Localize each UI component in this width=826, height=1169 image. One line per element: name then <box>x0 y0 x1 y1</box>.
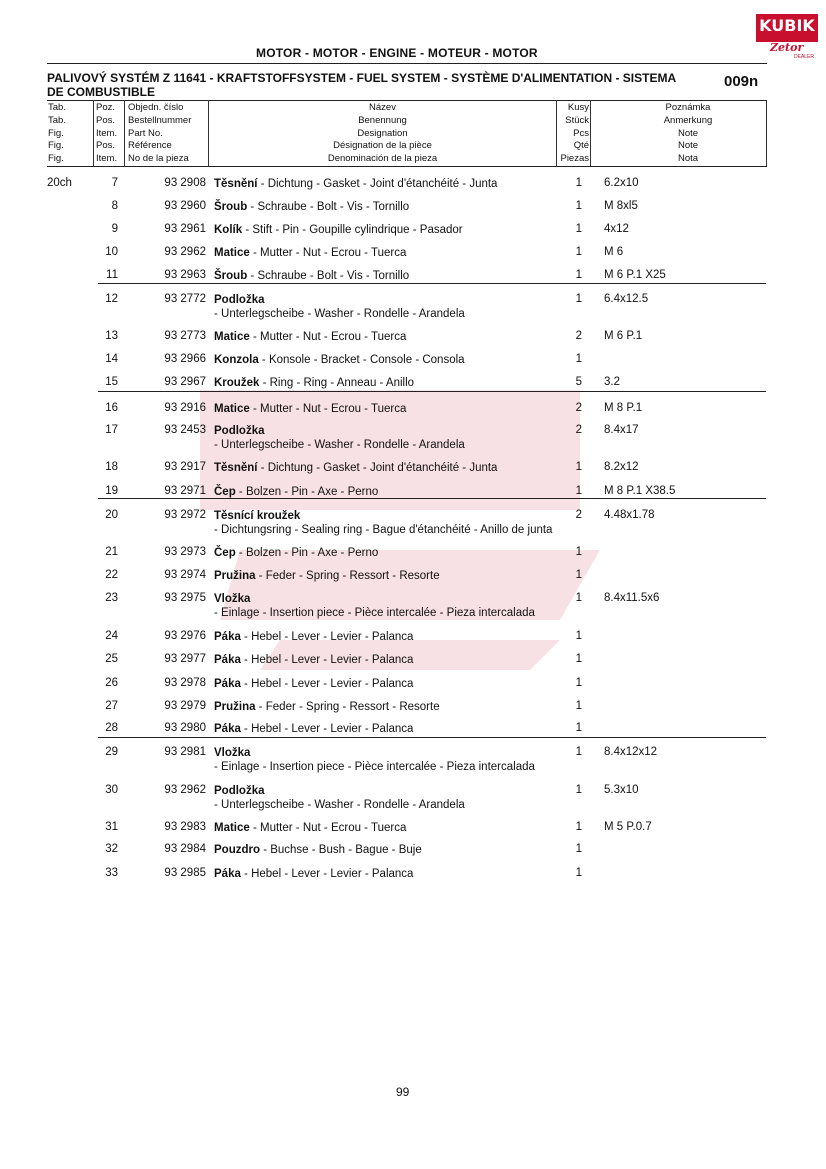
row-name-translations: - Feder - Spring - Ressort - Resorte <box>255 701 440 713</box>
row-part-number: 93 2962 <box>164 784 206 796</box>
row-quantity: 2 <box>575 509 582 521</box>
row-note: 5.3x10 <box>604 784 639 796</box>
row-name-translations: - Mutter - Nut - Ecrou - Tuerca <box>249 403 407 415</box>
row-name-cz: Matice <box>214 403 250 415</box>
row-name-cz: Čep <box>214 486 236 498</box>
group-rule <box>98 498 766 499</box>
row-position: 28 <box>105 722 118 734</box>
row-description <box>214 485 514 499</box>
section-header: MOTOR - MOTOR - ENGINE - MOTEUR - MOTOR <box>256 46 538 60</box>
row-position: 10 <box>105 246 118 258</box>
row-position: 18 <box>105 461 118 473</box>
row-name-cz: Podložka <box>214 785 265 797</box>
row-name-cz: Konzola <box>214 354 259 366</box>
row-name-cz: Šroub <box>214 201 248 213</box>
col-header-qty <box>549 102 589 166</box>
logo-tag: DEALER <box>794 54 815 60</box>
row-quantity: 2 <box>575 424 582 436</box>
row-part-number: 93 2979 <box>164 700 206 712</box>
table-row <box>0 700 826 724</box>
row-name-cz: Matice <box>214 822 250 834</box>
row-position: 29 <box>105 746 118 758</box>
row-quantity: 1 <box>575 200 582 212</box>
row-quantity: 1 <box>575 246 582 258</box>
table-row <box>0 461 826 485</box>
logo-sub: Zetor <box>770 41 804 54</box>
row-quantity: 2 <box>575 330 582 342</box>
row-name-translations: - Feder - Spring - Ressort - Resorte <box>255 570 440 582</box>
table-row <box>0 784 826 811</box>
table-row <box>0 843 826 867</box>
header-rule <box>47 63 767 64</box>
row-name-translations: - Bolzen - Pin - Axe - Perno <box>235 486 379 498</box>
col-header-label: Désignation de la pièce <box>333 140 432 152</box>
col-divider <box>124 100 125 166</box>
row-quantity: 1 <box>575 784 582 796</box>
row-part-number: 93 2976 <box>164 630 206 642</box>
row-description <box>214 821 514 835</box>
group-rule <box>98 391 766 392</box>
row-note: 8.4x11.5x6 <box>604 592 660 604</box>
table-row <box>0 509 826 536</box>
row-part-number: 93 2985 <box>164 867 206 879</box>
row-description <box>214 592 535 620</box>
row-position: 7 <box>111 177 118 189</box>
row-description <box>214 223 514 237</box>
row-name-translations: - Stift - Pin - Goupille cylindrique - Pasador <box>242 224 463 236</box>
col-header-label: Fig. <box>48 153 64 165</box>
table-row <box>0 223 826 247</box>
row-note: M 8 P.1 <box>604 402 643 414</box>
col-header-label: Poznámka <box>665 102 711 113</box>
row-name-translations: - Hebel - Lever - Levier - Palanca <box>240 723 414 735</box>
col-header-tab <box>48 102 66 166</box>
row-description <box>214 700 514 714</box>
col-header-label: Anmerkung <box>663 114 713 126</box>
row-name-cz: Pouzdro <box>214 844 260 856</box>
row-description <box>214 746 535 774</box>
header-bottom-rule <box>47 166 767 167</box>
row-description <box>214 546 514 560</box>
table-row <box>0 630 826 654</box>
row-name-translations: - Mutter - Nut - Ecrou - Tuerca <box>249 822 407 834</box>
col-header-label: Denominación de la pieza <box>327 153 438 165</box>
col-header-label: Pos. <box>96 140 116 152</box>
row-name-translations: - Mutter - Nut - Ecrou - Tuerca <box>249 331 407 343</box>
row-description <box>214 269 514 283</box>
row-description <box>214 630 514 644</box>
row-name-cz: Šroub <box>214 270 248 282</box>
row-position: 21 <box>105 546 118 558</box>
row-position: 26 <box>105 677 118 689</box>
row-quantity: 1 <box>575 592 582 604</box>
col-header-label: Pos. <box>96 114 116 126</box>
row-description <box>214 867 514 881</box>
row-part-number: 93 2773 <box>164 330 206 342</box>
row-note: 8.2x12 <box>604 461 639 473</box>
table-row <box>0 653 826 677</box>
col-header-label: Nota <box>677 153 699 165</box>
row-description <box>214 569 514 583</box>
table-row <box>0 246 826 270</box>
row-note: 4.48x1.78 <box>604 509 655 521</box>
row-position: 31 <box>105 821 118 833</box>
row-quantity: 1 <box>575 677 582 689</box>
row-quantity: 5 <box>575 376 582 388</box>
row-part-number: 93 2980 <box>164 722 206 734</box>
row-position: 33 <box>105 867 118 879</box>
row-part-number: 93 2981 <box>164 746 206 758</box>
row-position: 17 <box>105 424 118 436</box>
row-part-number: 93 2453 <box>164 424 206 436</box>
row-name-translations: - Buchse - Bush - Bague - Buje <box>260 844 422 856</box>
col-header-note <box>610 102 766 166</box>
row-tab: 20ch <box>47 177 72 189</box>
row-name-cz: Páka <box>214 654 241 666</box>
col-header-label: Piezas <box>560 153 589 165</box>
table-row <box>0 353 826 377</box>
col-header-label: Stück <box>565 114 589 126</box>
row-quantity: 1 <box>575 269 582 281</box>
row-description <box>214 293 514 321</box>
row-position: 15 <box>105 376 118 388</box>
row-quantity: 1 <box>575 485 582 497</box>
row-quantity: 2 <box>575 402 582 414</box>
page-number: 99 <box>396 1085 410 1099</box>
col-header-label: Référence <box>128 140 172 152</box>
row-position: 9 <box>111 223 118 235</box>
row-part-number: 93 2967 <box>164 376 206 388</box>
row-name-translations: - Dichtungsring - Sealing ring - Bague d'étanchéité - Anillo de junta <box>214 524 553 536</box>
col-header-label: Fig. <box>48 140 64 152</box>
table-row <box>0 424 826 451</box>
table-row <box>0 677 826 701</box>
row-description <box>214 677 514 691</box>
row-part-number: 93 2971 <box>164 485 206 497</box>
col-header-name <box>210 102 555 166</box>
col-header-label: No de la pieza <box>128 153 189 165</box>
row-part-number: 93 2972 <box>164 509 206 521</box>
row-name-cz: Vložka <box>214 593 251 605</box>
row-name-translations: - Unterlegscheibe - Washer - Rondelle - Arandela <box>214 439 465 451</box>
row-name-translations: - Mutter - Nut - Ecrou - Tuerca <box>249 247 407 259</box>
row-quantity: 1 <box>575 867 582 879</box>
row-description <box>214 722 514 736</box>
col-header-label: Název <box>369 102 396 113</box>
row-description <box>214 330 514 344</box>
row-name-cz: Pružina <box>214 570 256 582</box>
row-note: 8.4x17 <box>604 424 639 436</box>
col-header-label: Poz. <box>96 102 116 113</box>
row-name-cz: Matice <box>214 331 250 343</box>
row-part-number: 93 2962 <box>164 246 206 258</box>
col-header-label: Qté <box>573 140 589 152</box>
col-header-label: Note <box>677 140 699 152</box>
row-position: 20 <box>105 509 118 521</box>
row-position: 22 <box>105 569 118 581</box>
table-row <box>0 269 826 293</box>
col-header-label: Pcs <box>573 127 589 139</box>
group-rule <box>98 737 766 738</box>
table-row <box>0 746 826 773</box>
col-header-label: Tab. <box>48 102 66 113</box>
row-description <box>214 376 514 390</box>
row-position: 32 <box>105 843 118 855</box>
row-name-cz: Podložka <box>214 294 265 306</box>
row-part-number: 93 2960 <box>164 200 206 212</box>
row-position: 8 <box>111 200 118 212</box>
row-name-translations: - Hebel - Lever - Levier - Palanca <box>240 654 414 666</box>
row-part-number: 93 2961 <box>164 223 206 235</box>
row-note: M 6 P.1 <box>604 330 643 342</box>
col-header-label: Tab. <box>48 114 66 126</box>
row-description <box>214 461 514 475</box>
row-name-translations: - Hebel - Lever - Levier - Palanca <box>240 868 414 880</box>
col-header-label: Objedn. číslo <box>128 102 184 113</box>
row-description <box>214 653 514 667</box>
row-name-translations: - Hebel - Lever - Levier - Palanca <box>240 678 414 690</box>
row-name-cz: Páka <box>214 723 241 735</box>
table-row <box>0 569 826 593</box>
row-part-number: 93 2977 <box>164 653 206 665</box>
row-part-number: 93 2983 <box>164 821 206 833</box>
title-rule <box>47 100 767 101</box>
row-quantity: 1 <box>575 653 582 665</box>
col-header-label: Item. <box>96 153 118 165</box>
row-quantity: 1 <box>575 353 582 365</box>
row-name-cz: Čep <box>214 547 236 559</box>
row-name-cz: Pružina <box>214 701 256 713</box>
col-header-label: Designation <box>357 127 408 139</box>
row-name-translations: - Konsole - Bracket - Console - Consola <box>258 354 465 366</box>
row-description <box>214 402 514 416</box>
row-description <box>214 353 514 367</box>
col-divider <box>208 100 209 166</box>
table-row <box>0 485 826 509</box>
row-name-translations: - Ring - Ring - Anneau - Anillo <box>259 377 415 389</box>
row-name-translations: - Schraube - Bolt - Vis - Tornillo <box>247 201 410 213</box>
row-name-translations: - Unterlegscheibe - Washer - Rondelle - Arandela <box>214 308 465 320</box>
row-name-cz: Kolík <box>214 224 243 236</box>
col-header-label: Benennung <box>358 114 407 126</box>
row-name-cz: Páka <box>214 868 241 880</box>
row-description <box>214 200 514 214</box>
row-description <box>214 246 514 260</box>
row-part-number: 93 2984 <box>164 843 206 855</box>
row-description <box>214 424 514 452</box>
row-note: 6.2x10 <box>604 177 639 189</box>
table-row <box>0 376 826 400</box>
table-row <box>0 200 826 224</box>
row-part-number: 93 2966 <box>164 353 206 365</box>
table-row <box>0 293 826 320</box>
row-note: M 6 P.1 X25 <box>604 269 666 281</box>
row-quantity: 1 <box>575 821 582 833</box>
row-note: M 8xl5 <box>604 200 638 212</box>
row-quantity: 1 <box>575 546 582 558</box>
row-name-cz: Těsnící kroužek <box>214 510 301 522</box>
table-row <box>0 867 826 891</box>
row-name-cz: Těsnění <box>214 462 258 474</box>
row-quantity: 1 <box>575 569 582 581</box>
row-quantity: 1 <box>575 293 582 305</box>
row-position: 30 <box>105 784 118 796</box>
row-name-translations: - Dichtung - Gasket - Joint d'étanchéité - Junta <box>257 462 498 474</box>
row-part-number: 93 2975 <box>164 592 206 604</box>
row-part-number: 93 2974 <box>164 569 206 581</box>
row-description <box>214 177 514 191</box>
col-header-label: Bestellnummer <box>128 114 192 126</box>
row-position: 19 <box>105 485 118 497</box>
row-position: 13 <box>105 330 118 342</box>
row-position: 16 <box>105 402 118 414</box>
col-header-label: Item. <box>96 127 118 139</box>
row-position: 14 <box>105 353 118 365</box>
col-divider <box>590 100 591 166</box>
row-part-number: 93 2908 <box>164 177 206 189</box>
table-row <box>0 722 826 746</box>
row-note: 8.4x12x12 <box>604 746 658 758</box>
page-title: PALIVOVÝ SYSTÉM Z 11641 - KRAFTSTOFFSYSTEM - FUEL SYSTEM - SYSTÈME D'ALIMENTATION - SISTEMA DE COMBUSTIBLE <box>47 71 676 99</box>
row-part-number: 93 2978 <box>164 677 206 689</box>
row-quantity: 1 <box>575 177 582 189</box>
row-quantity: 1 <box>575 223 582 235</box>
row-name-translations: - Dichtung - Gasket - Joint d'étanchéité - Junta <box>257 178 498 190</box>
table-row <box>0 592 826 619</box>
row-note: M 5 P.0.7 <box>604 821 652 833</box>
kubik-zetor-logo <box>756 14 818 62</box>
row-name-cz: Podložka <box>214 425 265 437</box>
col-header-label: Note <box>677 127 699 139</box>
row-quantity: 1 <box>575 700 582 712</box>
row-name-cz: Těsnění <box>214 178 258 190</box>
table-row <box>0 821 826 845</box>
row-quantity: 1 <box>575 630 582 642</box>
col-header-label: Fig. <box>48 127 64 139</box>
page-code: 009n <box>724 73 759 90</box>
col-header-label: Part No. <box>128 127 163 139</box>
row-name-cz: Vložka <box>214 747 251 759</box>
row-name-translations: - Einlage - Insertion piece - Pièce intercalée - Pieza intercalada <box>214 761 535 773</box>
row-part-number: 93 2973 <box>164 546 206 558</box>
row-position: 24 <box>105 630 118 642</box>
col-divider <box>766 100 767 166</box>
row-description <box>214 509 553 537</box>
table-row <box>0 402 826 426</box>
row-name-cz: Matice <box>214 247 250 259</box>
row-part-number: 93 2917 <box>164 461 206 473</box>
row-part-number: 93 2916 <box>164 402 206 414</box>
row-note: 6.4x12.5 <box>604 293 649 305</box>
row-note: M 6 <box>604 246 624 258</box>
logo-brand: KUBIK <box>759 16 815 35</box>
row-position: 23 <box>105 592 118 604</box>
row-position: 25 <box>105 653 118 665</box>
row-part-number: 93 2772 <box>164 293 206 305</box>
col-divider <box>93 100 94 166</box>
row-part-number: 93 2963 <box>164 269 206 281</box>
row-note: M 8 P.1 X38.5 <box>604 485 676 497</box>
row-position: 27 <box>105 700 118 712</box>
row-position: 12 <box>105 293 118 305</box>
row-name-cz: Páka <box>214 631 241 643</box>
row-name-translations: - Einlage - Insertion piece - Pièce intercalée - Pieza intercalada <box>214 607 535 619</box>
group-rule <box>98 283 766 284</box>
row-quantity: 1 <box>575 461 582 473</box>
row-note: 4x12 <box>604 223 629 235</box>
row-position: 11 <box>106 269 118 281</box>
table-row <box>0 546 826 570</box>
row-description <box>214 784 514 812</box>
row-description <box>214 843 514 857</box>
row-name-translations: - Unterlegscheibe - Washer - Rondelle - Arandela <box>214 799 465 811</box>
row-quantity: 1 <box>575 722 582 734</box>
row-name-translations: - Bolzen - Pin - Axe - Perno <box>235 547 379 559</box>
table-row <box>0 177 826 201</box>
row-name-translations: - Schraube - Bolt - Vis - Tornillo <box>247 270 410 282</box>
row-name-cz: Kroužek <box>214 377 260 389</box>
row-note: 3.2 <box>604 376 620 388</box>
col-header-part <box>128 102 191 166</box>
row-name-cz: Páka <box>214 678 241 690</box>
row-quantity: 1 <box>575 843 582 855</box>
row-name-translations: - Hebel - Lever - Levier - Palanca <box>240 631 414 643</box>
table-row <box>0 330 826 354</box>
row-quantity: 1 <box>575 746 582 758</box>
col-header-pos <box>96 102 117 166</box>
col-header-label: Kusy <box>567 102 589 113</box>
